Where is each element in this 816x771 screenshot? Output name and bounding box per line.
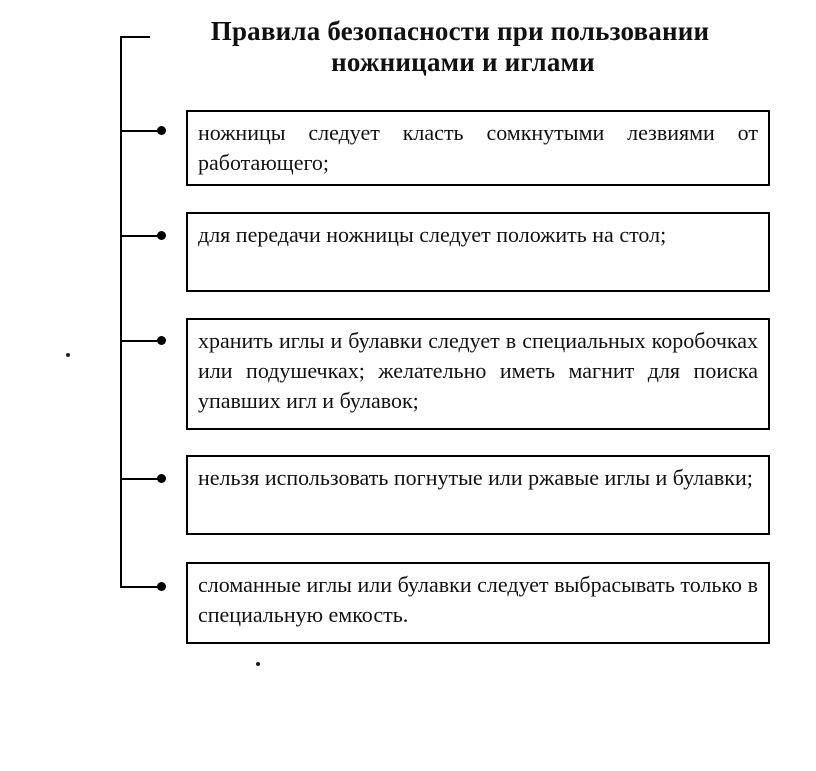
connector-line-4 (120, 478, 160, 480)
rule-text-4: нельзя использовать погнутые или ржавые иглы и булавки; (198, 465, 753, 490)
bullet-dot-5 (157, 582, 166, 591)
scan-speck-2 (256, 662, 260, 666)
rule-box-4 (186, 455, 770, 535)
bullet-dot-3 (157, 336, 166, 345)
title-line-1: Правила безопасности при пользовании (210, 16, 710, 46)
bullet-dot-2 (157, 231, 166, 240)
scan-speck-1 (66, 353, 70, 357)
bracket-vertical-line (120, 36, 122, 588)
rule-text-2: для передачи ножницы следует положить на стол; (198, 222, 667, 247)
bullet-dot-4 (157, 474, 166, 483)
rule-text-1: ножницы следует класть сомкнутыми лезвиями от работающего; (198, 120, 758, 175)
connector-line-2 (120, 235, 160, 237)
rule-box-3 (186, 318, 770, 430)
rule-text-3: хранить иглы и булавки следует в специальных коробочках или подушечках; желательно иметь магнит для поиска упавших игл и булавок; (198, 328, 758, 413)
rule-text-5: сломанные иглы или булавки следует выбрасывать только в специальную емкость. (198, 572, 758, 627)
bullet-dot-1 (157, 126, 166, 135)
rule-box-1 (186, 110, 770, 186)
diagram-title (150, 16, 770, 78)
rule-box-2 (186, 212, 770, 292)
connector-line-5 (120, 586, 160, 588)
connector-line-3 (120, 340, 160, 342)
connector-line-1 (120, 130, 160, 132)
bracket-top-line (120, 36, 150, 38)
rule-box-5 (186, 562, 770, 644)
title-line-2: ножницами и иглами (331, 47, 595, 77)
